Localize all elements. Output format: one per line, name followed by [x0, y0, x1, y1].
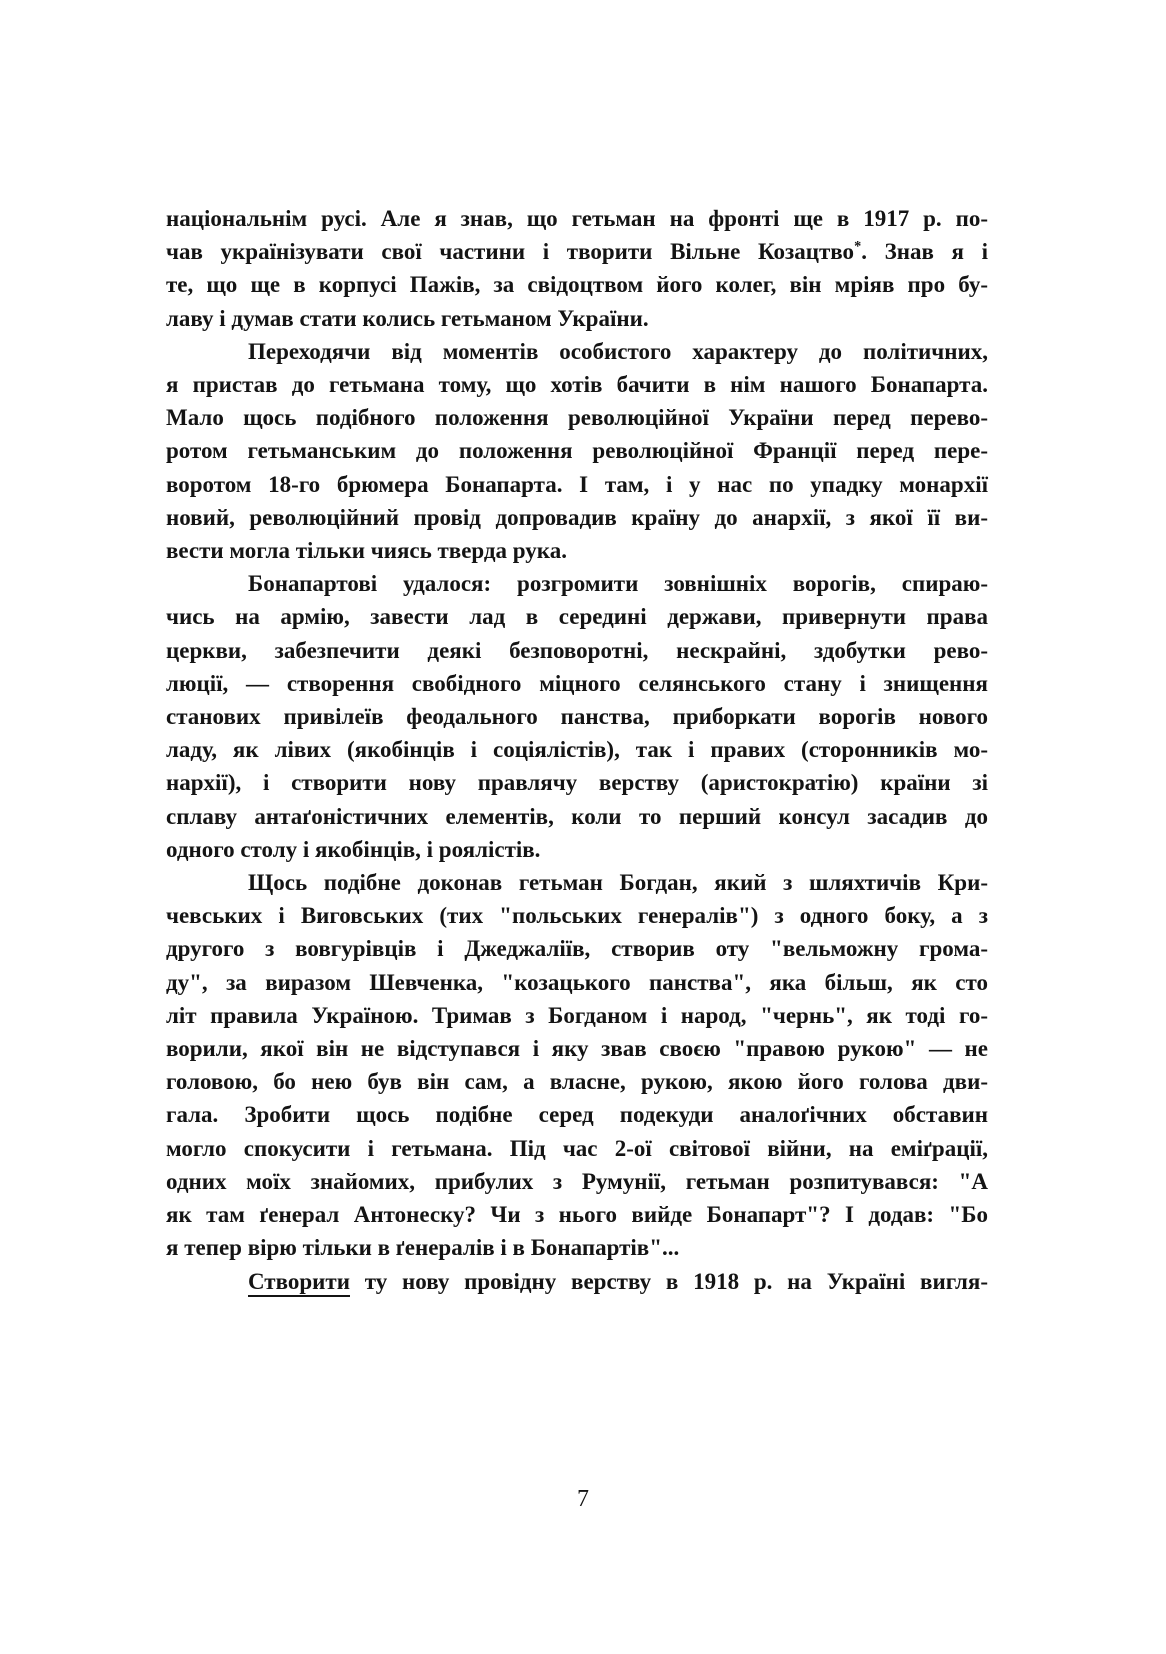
- text-line: [166, 302, 988, 335]
- text-line: [166, 1231, 988, 1264]
- text-line: [166, 1065, 988, 1098]
- text-segment: ладу, як лівих (якобінців і соціялістів), так і правих (сторонників мо-: [166, 737, 988, 763]
- text-line: [166, 501, 988, 534]
- page-number: 7: [577, 1486, 589, 1512]
- text-line: [166, 235, 988, 268]
- text-segment: я тепер вірю тільки в ґенералів і в Бонапартів"...: [166, 1235, 680, 1261]
- text-segment: другого з вовгурівців і Джеджаліїв, створив оту "вельможну грома-: [166, 936, 988, 962]
- text-segment: новий, революційний провід допровадив країну до анархії, з якої її ви-: [166, 504, 988, 530]
- text-segment: ворили, якої він не відступався і яку звав своєю "правою рукою" — не: [166, 1036, 988, 1062]
- text-line: [166, 766, 988, 799]
- text-segment: люції, — створення свобідного міцного селянського стану і знищення: [166, 670, 988, 696]
- text-line: [166, 368, 988, 401]
- text-segment: воротом 18-го брюмера Бонапарта. І там, і у нас по упадку монархії: [166, 471, 988, 497]
- text-line: [166, 268, 988, 301]
- text-line: [166, 634, 988, 667]
- text-line: [166, 999, 988, 1032]
- text-line: [166, 866, 988, 899]
- text-segment: ту нову провідну верству в 1918 р. на Україні вигля-: [349, 1268, 988, 1294]
- text-line: [166, 1198, 988, 1231]
- text-segment: вести могла тільки чиясь тверда рука.: [166, 538, 567, 564]
- text-line: [166, 899, 988, 932]
- text-line: [166, 833, 988, 866]
- text-line: [166, 202, 988, 235]
- text-line: [166, 468, 988, 501]
- text-segment: як там ґенерал Антонеску? Чи з нього вийде Бонапарт"? І додав: "Бо: [166, 1202, 988, 1228]
- text-line: [166, 932, 988, 965]
- text-segment: головою, бо нею був він сам, а власне, рукою, якою його голова дви-: [166, 1069, 988, 1095]
- text-line: [166, 667, 988, 700]
- text-segment: те, що ще в корпусі Пажів, за свідоцтвом його колег, він мріяв про бу-: [166, 272, 988, 298]
- text-segment: гала. Зробити щось подібне серед подекуди аналоґічних обставин: [166, 1102, 988, 1128]
- text-segment: ду", за виразом Шевченка, "козацького панства", яка більш, як сто: [166, 969, 988, 995]
- text-line: [166, 1165, 988, 1198]
- text-line: [166, 534, 988, 567]
- text-segment: Щось подібне доконав гетьман Богдан, який з шляхтичів Кри-: [248, 870, 988, 896]
- text-line: [166, 733, 988, 766]
- text-segment: Бонапартові удалося: розгромити зовнішніх ворогів, спираю-: [248, 571, 988, 597]
- text-segment: церкви, забезпечити деякі безповоротні, нескрайні, здобутки рево-: [166, 637, 988, 663]
- underlined-word: Створити: [248, 1269, 350, 1297]
- text-line: [166, 1132, 988, 1165]
- text-segment: Переходячи від моментів особистого характеру до політичних,: [248, 338, 988, 364]
- text-line: [166, 600, 988, 633]
- text-line: [166, 434, 988, 467]
- text-line: [166, 1032, 988, 1065]
- text-segment: нархії), і створити нову правлячу верству (аристократію) країни зі: [166, 770, 988, 796]
- text-line: [166, 401, 988, 434]
- text-segment: чись на армію, завести лад в середині держави, привернути права: [166, 604, 988, 630]
- text-block: [166, 202, 988, 1298]
- text-line: [166, 800, 988, 833]
- text-segment: могло спокусити і гетьмана. Під час 2-ої світової війни, на еміґрації,: [166, 1135, 988, 1161]
- text-line: [166, 335, 988, 368]
- text-segment: ротом гетьманським до положення революційної Франції перед пере-: [166, 438, 988, 464]
- text-line: [166, 1098, 988, 1131]
- text-line: [166, 1265, 988, 1298]
- text-segment: лаву і думав стати колись гетьманом України.: [166, 305, 649, 331]
- text-line: [166, 700, 988, 733]
- text-segment: Мало щось подібного положення революційної України перед перево-: [166, 405, 988, 431]
- text-segment: станових привілеїв феодального панства, приборкати ворогів нового: [166, 704, 988, 730]
- text-segment: національнім русі. Але я знав, що гетьман на фронті ще в 1917 р. по-: [166, 206, 988, 231]
- text-segment: чав українізувати свої частини і творити Вільне Козацтво: [166, 239, 855, 265]
- text-segment: одного столу і якобінців, і роялістів.: [166, 836, 541, 862]
- text-segment: одних моїх знайомих, прибулих з Румунії, гетьман розпитувався: "А: [166, 1168, 988, 1194]
- text-line: [166, 966, 988, 999]
- text-line: [166, 567, 988, 600]
- text-segment: я пристав до гетьмана тому, що хотів бачити в нім нашого Бонапарта.: [166, 372, 988, 398]
- text-segment: . Знав я і: [861, 239, 988, 265]
- text-segment: літ правила Україною. Тримав з Богданом і народ, "чернь", як тоді го-: [166, 1002, 988, 1028]
- text-segment: чевських і Виговських (тих "польських генералів") з одного боку, а з: [166, 903, 988, 929]
- footnote-marker: *: [854, 238, 862, 255]
- text-segment: сплаву антаґоністичних елементів, коли то перший консул засадив до: [166, 803, 988, 829]
